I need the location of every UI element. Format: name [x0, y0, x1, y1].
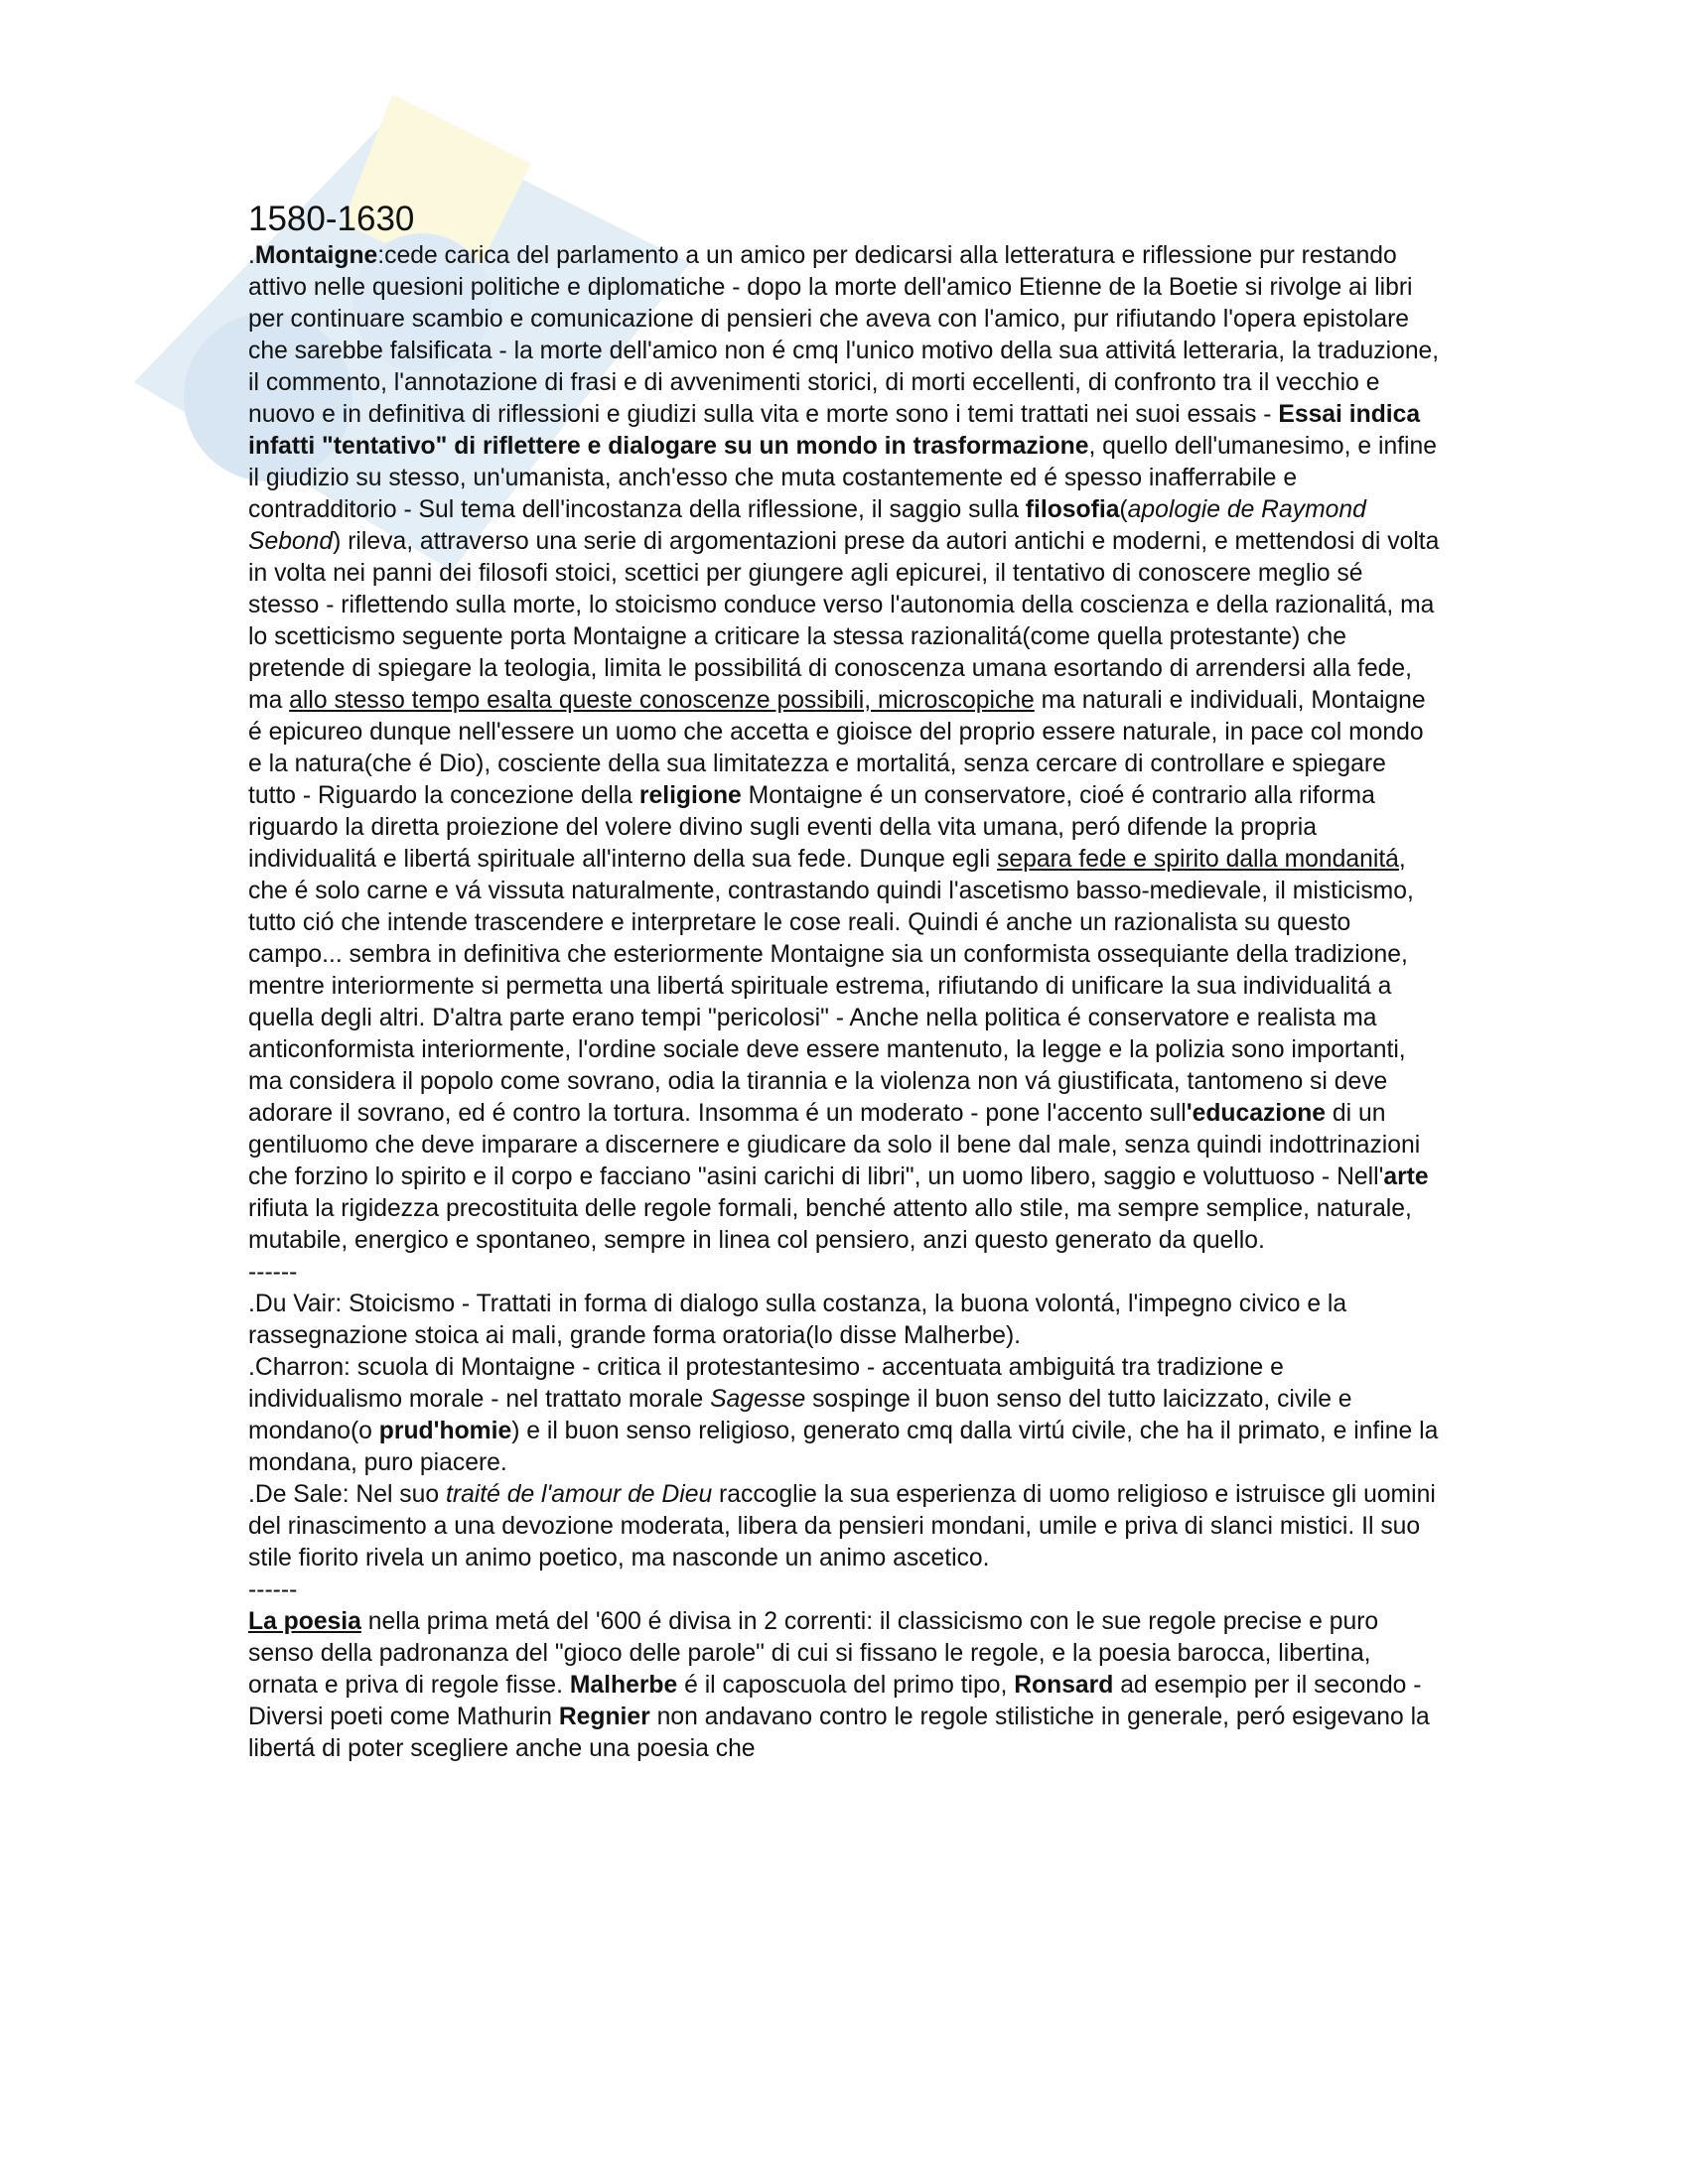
text-run: :cede carica del parlamento a un amico per dedicarsi alla letteratura e riflessione pur restando attivo nelle quesioni politiche e diplomatiche - dopo la morte dell'amico Etienne de la Boetie si rivolge ai libri per continuare scambio e comunicazione di pensieri che aveva con l'amico, pur rifiutando l'opera epistolare che sarebbe falsificata - la morte dell'amico non é cmq l'unico motivo della sua attivitá letteraria, la traduzione, il commento, l'annotazione di frasi e di avvenimenti storici, di morti eccellenti, di confronto tra il vecchio e nuovo e in definitiva di riflessioni e giudizi sulla vita e morte sono i temi trattati nei suoi essais -	[248, 242, 1440, 428]
separator: ------	[248, 1259, 298, 1286]
text-run: , quello dell'umanesimo, e infine il giudizio su stesso, un'umanista, anch'esso che muta costantemente ed é spesso inafferrabile e contradditorio - Sul tema dell'incostanza della riflessione, il saggio sulla	[248, 433, 1437, 523]
text-run: non andavano contro le regole stilistiche in generale, peró esigevano la libertá di poter scegliere anche una poesia che	[248, 1704, 1430, 1762]
paragraph-poesia	[248, 1606, 1440, 1765]
bold-term-religione: religione	[638, 782, 742, 809]
bold-term-filosofia: filosofia	[1025, 496, 1120, 523]
bold-term-prudhomie: prud'homie	[378, 1418, 512, 1444]
bold-term-educazione: 'educazione	[1186, 1100, 1327, 1127]
text-run: .De Sale: Nel suo	[248, 1481, 446, 1508]
underlined-phrase-separa: separa fede e spirito dalla mondanitá	[997, 846, 1399, 873]
underlined-heading-poesia: La poesia	[248, 1608, 361, 1635]
text-run: raccoglie la sua esperienza di uomo religioso e istruisce gli uomini del rinascimento a una devozione moderata, libera da pensieri mondani, umile e priva di slanci mistici. Il suo stile fiorito rivela un animo poetico, ma nasconde un animo ascetico.	[248, 1481, 1436, 1571]
underlined-phrase-esalta: allo stesso tempo esalta queste conoscenze possibili, microscopiche	[289, 687, 1035, 714]
paragraph-de-sale	[248, 1479, 1440, 1574]
paragraph-du-vair: .Du Vair: Stoicismo - Trattati in forma di dialogo sulla costanza, la buona volontá, l'impegno civico e la rassegnazione stoica ai mali, grande forma oratoria(lo disse Malherbe).	[248, 1291, 1347, 1349]
italic-title-apologie: apologie de Raymond Sebond	[248, 496, 1366, 555]
text-run: , che é solo carne e vá vissuta naturalmente, contrastando quindi l'ascetismo basso-medievale, il misticismo, tutto ció che intende trascendere e interpretare le cose reali. Quindi é anche un razionalista su questo campo... sembra in definitiva che esteriormente Montaigne sia un conformista ossequiante della tradizione, mentre interiormente si permetta una libertá spirituale estrema, rifiutando di unificare la sua individualitá a quella degli altri. D'altra parte erano tempi "pericolosi" - Anche nella politica é conservatore e realista ma anticonformista interiormente, l'ordine sociale deve essere mantenuto, la legge e la polizia sono importanti, ma considera il popolo come sovrano, odia la tirannia e la violenza non vá giustificata, tantomeno si deve adorare il sovrano, ed é contro la tortura. Insomma é un moderato - pone l'accento sull	[248, 846, 1414, 1127]
paragraph-montaigne	[248, 240, 1440, 1257]
bold-term-regnier: Regnier	[558, 1704, 650, 1730]
text-run: é il caposcuola del primo tipo,	[677, 1672, 1015, 1699]
document-title: 1580-1630	[248, 200, 415, 238]
text-run: ad esempio per il secondo - Diversi poeti come Mathurin	[248, 1672, 1422, 1730]
text-run: rifiuta la rigidezza precostituita delle regole formali, benché attento allo stile, ma sempre semplice, naturale, mutabile, energico e spontaneo, sempre in linea col pensiero, anzi questo generato da quello.	[248, 1195, 1412, 1254]
text-run: ma naturali e individuali, Montaigne é epicureo dunque nell'essere un uomo che accetta e gioisce del proprio essere naturale, in pace col mondo e la natura(che é Dio), cosciente della sua limitatezza e mortalitá, senza cercare di controllare e spiegare tutto - Riguardo la concezione della	[248, 687, 1426, 809]
bold-term-ronsard: Ronsard	[1014, 1672, 1114, 1699]
text-run: sospinge il buon senso del tutto laicizzato, civile e mondano(o	[248, 1386, 1352, 1444]
bold-phrase-essai: Essai indica infatti "tentativo" di riflettere e dialogare su un mondo in trasformazione	[248, 401, 1421, 460]
bold-heading-poesia	[248, 1608, 361, 1635]
bold-term-montaigne: Montaigne	[254, 242, 378, 269]
italic-title-sagesse: Sagesse	[710, 1386, 806, 1413]
paragraph-charron	[248, 1352, 1440, 1479]
document-page	[248, 199, 1440, 1765]
bold-term-malherbe: Malherbe	[569, 1672, 678, 1699]
text-run: Montaigne é un conservatore, cioé é contrario alla riforma riguardo la diretta proiezione del volere divino sugli eventi della vita umana, peró difende la propria individualitá e libertá spirituale all'interno della sua fede. Dunque egli	[248, 782, 1375, 873]
bold-term-arte: arte	[1383, 1163, 1429, 1190]
text-run: .Charron: scuola di Montaigne - critica il protestantesimo - accentuata ambiguitá tra tradizione e individualismo morale - nel trattato morale	[248, 1354, 1284, 1413]
text-run: di un gentiluomo che deve imparare a discernere e giudicare da solo il bene dal male, senza quindi indottrinazioni che forzino lo spirito e il corpo e facciano "asini carichi di libri", un uomo libero, saggio e voluttuoso - Nell'	[248, 1100, 1421, 1190]
italic-title-traite: traité de l'amour de Dieu	[445, 1481, 713, 1508]
text-run: ) rileva, attraverso una serie di argomentazioni prese da autori antichi e moderni, e mettendosi di volta in volta nei panni dei filosofi stoici, scettici per giungere agli epicurei, il tentativo di conoscere meglio sé stesso - riflettendo sulla morte, lo stoicismo conduce verso l'autonomia della coscienza e della razionalitá, ma lo scetticismo seguente porta Montaigne a criticare la stessa razionalitá(come quella protestante) che pretende di spiegare la teologia, limita le possibilitá di conoscenza umana esortando di arrendersi alla fede, ma	[248, 528, 1440, 714]
text-run: (	[1119, 496, 1128, 523]
text-run: ) e il buon senso religioso, generato cmq dalla virtú civile, che ha il primato, e infine la mondana, puro piacere.	[248, 1418, 1439, 1476]
text-run: .	[248, 242, 255, 269]
text-run: nella prima metá del '600 é divisa in 2 correnti: il classicismo con le sue regole precise e puro senso della padronanza del "gioco delle parole" di cui si fissano le regole, e la poesia barocca, libertina, ornata e priva di regole fisse.	[248, 1608, 1379, 1699]
separator: ------	[248, 1576, 298, 1603]
